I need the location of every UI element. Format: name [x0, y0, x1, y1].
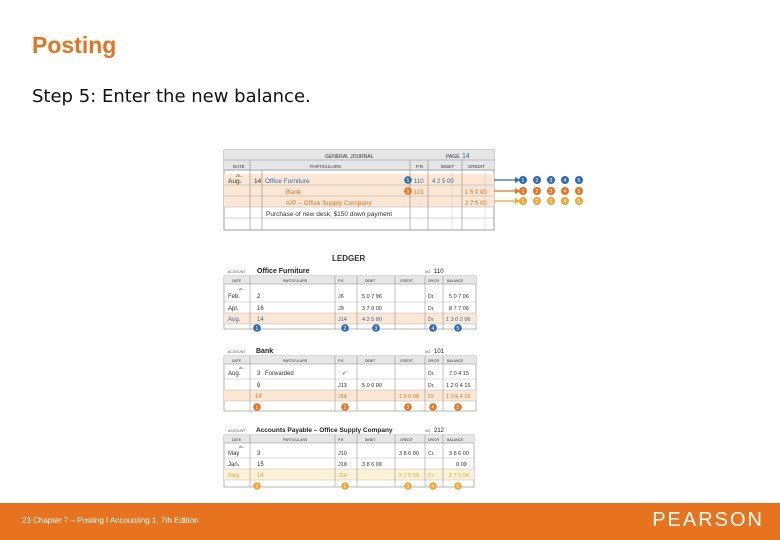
- slide-subtitle: Step 5: Enter the new balance.: [32, 86, 311, 107]
- badge: 3: [549, 178, 553, 185]
- svg-text:Dr.: Dr.: [428, 394, 435, 400]
- ledger-account-accounts-payable: [224, 427, 474, 490]
- journal-page-no: 14: [462, 153, 470, 160]
- journal-col-credit: CREDIT: [468, 164, 485, 169]
- journal-row-debit: 4 2 5 00: [432, 179, 454, 185]
- badge: 2: [535, 178, 539, 185]
- svg-text:1 5 0 00: 1 5 0 00: [399, 394, 419, 400]
- svg-text:PARTICULARS: PARTICULARS: [283, 359, 308, 363]
- badge: 3: [406, 484, 410, 491]
- journal-col-date: DATE: [233, 164, 245, 169]
- account-name: Bank: [256, 348, 274, 355]
- badge: 4: [431, 326, 435, 333]
- svg-text:2 7 5 00: 2 7 5 00: [449, 473, 469, 479]
- svg-text:CREDIT: CREDIT: [400, 279, 414, 283]
- svg-text:8 7 7 06: 8 7 7 06: [449, 306, 469, 312]
- svg-text:DEBIT: DEBIT: [365, 438, 376, 442]
- svg-text:DATE: DATE: [232, 279, 242, 283]
- svg-text:PARTICULARS: PARTICULARS: [283, 438, 308, 442]
- svg-text:J6: J6: [338, 294, 344, 300]
- badge: 4: [563, 199, 567, 206]
- svg-text:5 0 0 00: 5 0 0 00: [362, 383, 382, 389]
- svg-text:3: 3: [257, 451, 261, 457]
- journal-row-day: 14: [254, 178, 262, 185]
- badge: 1: [255, 484, 259, 491]
- journal-header: GENERAL JOURNAL: [325, 154, 374, 160]
- svg-text:PARTICULARS: PARTICULARS: [283, 279, 308, 283]
- footer-bar: [0, 503, 780, 540]
- svg-text:15: 15: [257, 462, 264, 468]
- svg-text:3 7 0 00: 3 7 0 00: [362, 306, 382, 312]
- svg-text:NO.: NO.: [425, 350, 432, 354]
- account-name: Office Furniture: [257, 268, 310, 275]
- badge: 5: [577, 199, 581, 206]
- svg-text:J14: J14: [338, 317, 347, 323]
- badge: 3: [374, 326, 378, 333]
- svg-text:5 0 7 06: 5 0 7 06: [362, 294, 382, 300]
- svg-text:DEBIT: DEBIT: [365, 279, 376, 283]
- svg-text:DEBIT: DEBIT: [365, 359, 376, 363]
- svg-text:DR/CR: DR/CR: [428, 279, 440, 283]
- journal-col-debit: DEBIT: [441, 164, 455, 169]
- badge: 2: [343, 405, 347, 412]
- badge: 4: [563, 178, 567, 185]
- svg-text:2: 2: [257, 294, 261, 300]
- journal-row-particulars: A/P – Office Supply Company: [286, 200, 372, 207]
- svg-text:P.R.: P.R.: [338, 359, 345, 363]
- svg-text:Feb.: Feb.: [228, 294, 241, 300]
- journal-year: 20--: [236, 174, 243, 178]
- svg-text:J14: J14: [338, 473, 347, 479]
- badge: 5: [456, 484, 460, 491]
- svg-text:5: 5: [406, 189, 410, 196]
- journal-page-label: PAGE: [446, 154, 460, 160]
- badge: 5: [577, 189, 581, 196]
- badge: 1: [255, 326, 259, 333]
- slide-title: Posting: [32, 32, 117, 58]
- svg-text:BALANCE: BALANCE: [447, 438, 464, 442]
- badge: 4: [431, 405, 435, 412]
- svg-text:Aug.: Aug.: [228, 317, 241, 323]
- svg-text:✓: ✓: [342, 371, 347, 377]
- svg-text:3 8 6 00: 3 8 6 00: [362, 462, 382, 468]
- svg-text:DR/CR: DR/CR: [428, 438, 440, 442]
- badge: 2: [535, 199, 539, 206]
- svg-text:14: 14: [257, 317, 264, 323]
- svg-text:CREDIT: CREDIT: [400, 359, 414, 363]
- svg-text:20--: 20--: [239, 445, 245, 449]
- badge: 4: [563, 189, 567, 196]
- svg-text:Dr.: Dr.: [428, 383, 435, 389]
- svg-text:5: 5: [406, 178, 410, 185]
- svg-text:J14: J14: [338, 394, 347, 400]
- svg-text:20--: 20--: [239, 287, 245, 291]
- svg-text:Aug.: Aug.: [228, 473, 241, 479]
- svg-text:Dr.: Dr.: [428, 294, 435, 300]
- journal-col-pr: P.R.: [416, 164, 425, 169]
- svg-text:CREDIT: CREDIT: [400, 438, 414, 442]
- badge: 2: [535, 189, 539, 196]
- ledger-account-office-furniture: [224, 268, 476, 332]
- account-name: Accounts Payable – Office Supply Company: [256, 427, 393, 434]
- svg-text:3 8 6 00: 3 8 6 00: [399, 451, 419, 457]
- svg-text:DATE: DATE: [232, 438, 242, 442]
- svg-text:4 2 5 00: 4 2 5 00: [362, 317, 382, 323]
- svg-text:0 00: 0 00: [456, 462, 467, 468]
- svg-text:1 0 5 4 15: 1 0 5 4 15: [446, 394, 471, 400]
- svg-text:5 0 7 06: 5 0 7 06: [449, 294, 469, 300]
- svg-text:J9: J9: [338, 306, 344, 312]
- svg-text:20--: 20--: [239, 366, 245, 370]
- badge: 1: [255, 405, 259, 412]
- svg-text:DATE: DATE: [232, 359, 242, 363]
- svg-text:ACCOUNT: ACCOUNT: [228, 270, 246, 274]
- svg-text:2 7 5 00: 2 7 5 00: [399, 473, 419, 479]
- svg-text:14: 14: [257, 473, 264, 479]
- svg-text:ACCOUNT: ACCOUNT: [228, 429, 246, 433]
- svg-text:Dr.: Dr.: [428, 306, 435, 312]
- account-no: 212: [434, 428, 445, 434]
- svg-text:P.R.: P.R.: [338, 279, 345, 283]
- svg-text:Apr.: Apr.: [228, 306, 239, 312]
- svg-text:9: 9: [257, 383, 261, 389]
- badge: 3: [406, 405, 410, 412]
- ledger-account-bank: [224, 348, 476, 411]
- journal-row-pr: 110: [414, 179, 424, 185]
- svg-text:ACCOUNT: ACCOUNT: [228, 350, 246, 354]
- journal-row-particulars: Purchase of new desk; $150 down payment: [266, 211, 393, 218]
- svg-text:J13: J13: [338, 383, 347, 389]
- journal-row-credit: 2 7 5 00: [465, 201, 487, 207]
- svg-text:Dr.: Dr.: [428, 317, 435, 323]
- badge: 1: [521, 178, 525, 185]
- svg-text:7 0 4 15: 7 0 4 15: [449, 371, 469, 377]
- journal-step-badges: [519, 176, 583, 205]
- svg-text:16: 16: [257, 306, 264, 312]
- svg-text:BALANCE: BALANCE: [447, 359, 464, 363]
- badge: 1: [521, 199, 525, 206]
- ledger-title: LEDGER: [332, 254, 366, 263]
- journal-col-particulars: PARTICULARS: [310, 164, 342, 169]
- pearson-logo: PEARSON: [652, 509, 764, 531]
- svg-text:BALANCE: BALANCE: [447, 279, 464, 283]
- badge: 5: [577, 178, 581, 185]
- svg-text:Jan.: Jan.: [228, 462, 240, 468]
- badge: 3: [549, 189, 553, 196]
- badge: 5: [456, 405, 460, 412]
- svg-text:Dr.: Dr.: [428, 371, 435, 377]
- account-no: 101: [434, 349, 445, 355]
- badge: 2: [343, 326, 347, 333]
- account-no: 110: [434, 269, 444, 275]
- svg-text:14: 14: [255, 394, 262, 400]
- svg-text:3 8 6 00: 3 8 6 00: [449, 451, 469, 457]
- svg-text:1 2 0 4 15: 1 2 0 4 15: [446, 383, 471, 389]
- badge: 1: [521, 189, 525, 196]
- journal-row-particulars: Office Furniture: [265, 178, 310, 185]
- journal-row-pr: 101: [414, 190, 425, 196]
- svg-text:May: May: [228, 451, 240, 457]
- general-journal: [224, 150, 520, 230]
- journal-row-credit: 1 5 0 00: [465, 190, 487, 196]
- footer-text: 23 Chapter 7 – Posting I Accounting 1, 7th Edition: [22, 516, 199, 525]
- svg-text:Aug.: Aug.: [228, 371, 241, 377]
- svg-text:3: 3: [257, 371, 261, 377]
- svg-text:NO.: NO.: [425, 270, 432, 274]
- badge: 3: [549, 199, 553, 206]
- svg-text:P.R.: P.R.: [338, 438, 345, 442]
- badge: 2: [343, 484, 347, 491]
- journal-row-month: Aug.: [228, 178, 242, 185]
- svg-text:DR/CR: DR/CR: [428, 359, 440, 363]
- svg-text:Forwarded: Forwarded: [265, 371, 294, 377]
- badge: 5: [456, 326, 460, 333]
- svg-text:J10: J10: [338, 462, 347, 468]
- badge: 4: [431, 484, 435, 491]
- svg-text:1 3 0 2 06: 1 3 0 2 06: [446, 317, 471, 323]
- svg-text:NO.: NO.: [425, 429, 432, 433]
- svg-text:J10: J10: [338, 451, 347, 457]
- journal-row-particulars: Bank: [286, 189, 301, 196]
- svg-text:Cr.: Cr.: [428, 451, 435, 457]
- svg-text:Cr.: Cr.: [428, 473, 435, 479]
